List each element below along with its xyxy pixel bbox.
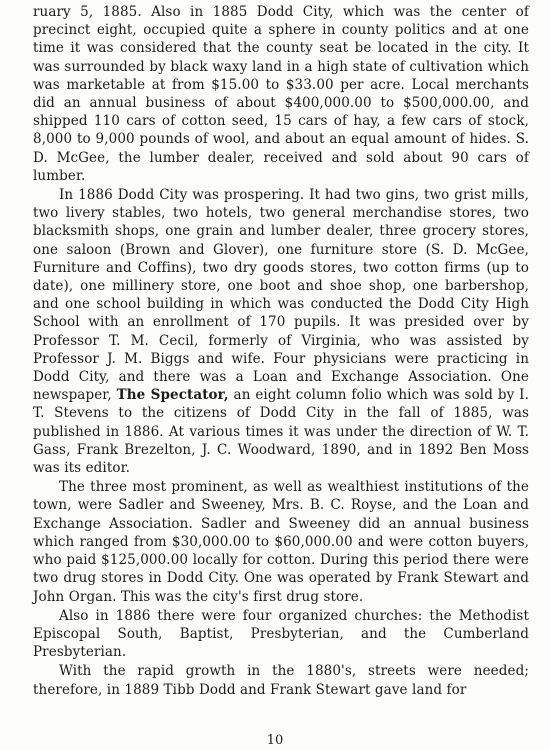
paragraph-2-text-after: an eight column folio which was sold by I. T. Stevens to the citizens of Dodd City in the fall of 1885, was published in 1886. At various times it was under the direction of W. T. Gass, Frank Brezelton, J. C. Woodward, 1890, and in 1892 Ben Moss was its editor. — [33, 387, 529, 477]
paragraph-5: With the rapid growth in the 1880's, streets were needed; therefore, in 1889 Tibb Dodd and Frank Stewart gave land for — [33, 663, 529, 698]
paragraph-2-text-before: In 1886 Dodd City was prospering. It had two gins, two grist mills, two livery stables, two hotels, two general merchandise stores, two blacksmith shops, one grain and lumber dealer, three grocery stores, one saloon (Brown and Glover), one furniture store (S. D. McGee, Furniture and Coffins), two dry goods stores, two cotton firms (up to date), one millinery store, one boot and shoe shop, one barbershop, and one school building in which was conducted the Dodd City High School with an enrollment of 170 pupils. It was presided over by Professor T. M. Cecil, formerly of Virginia, who was assisted by Professor J. M. Biggs and wife. Four physicians were practicing in Dodd City, and there was a Loan and Exchange Association. One newspaper, — [33, 187, 529, 404]
paragraph-4: Also in 1886 there were four organized churches: the Methodist Episcopal South, Baptist, Presbyterian, and the Cumberland Presbyterian. — [33, 607, 529, 661]
newspaper-title: The Spectator, — [116, 387, 229, 404]
page-number: 10 — [266, 733, 284, 748]
paragraph-3: The three most prominent, as well as wealthiest institutions of the town, were Sadler and Sweeney, Mrs. B. C. Royse, and the Loan and Exchange Association. Sadler and Sweeney did an annual business which ranged from $30,000.00 to $60,000.00 and were cotton buyers, who paid $125,000.00 locally for cotton. During this period there were two drug stores in Dodd City. One was operated by Frank Stewart and John Organ. This was the city's first drug store. — [33, 479, 529, 605]
paragraph-1: ruary 5, 1885. Also in 1885 Dodd City, which was the center of precinct eight, occupied quite a sphere in county politics and at one time it was considered that the county seat be located in the city. It was surrounded by black waxy land in a high state of cultivation which was marketable at from $15.00 to $33.00 per acre. Local merchants did an annual business of about $400,000.00 to $500,000.00, and shipped 110 cars of cotton seed, 15 cars of hay, a few cars of stock, 8,000 to 9,000 pounds of wool, and about an equal amount of hides. S. D. McGee, the lumber dealer, received and sold about 90 cars of lumber. — [33, 4, 529, 184]
body-text — [33, 3, 529, 699]
paragraph-2 — [33, 186, 529, 477]
